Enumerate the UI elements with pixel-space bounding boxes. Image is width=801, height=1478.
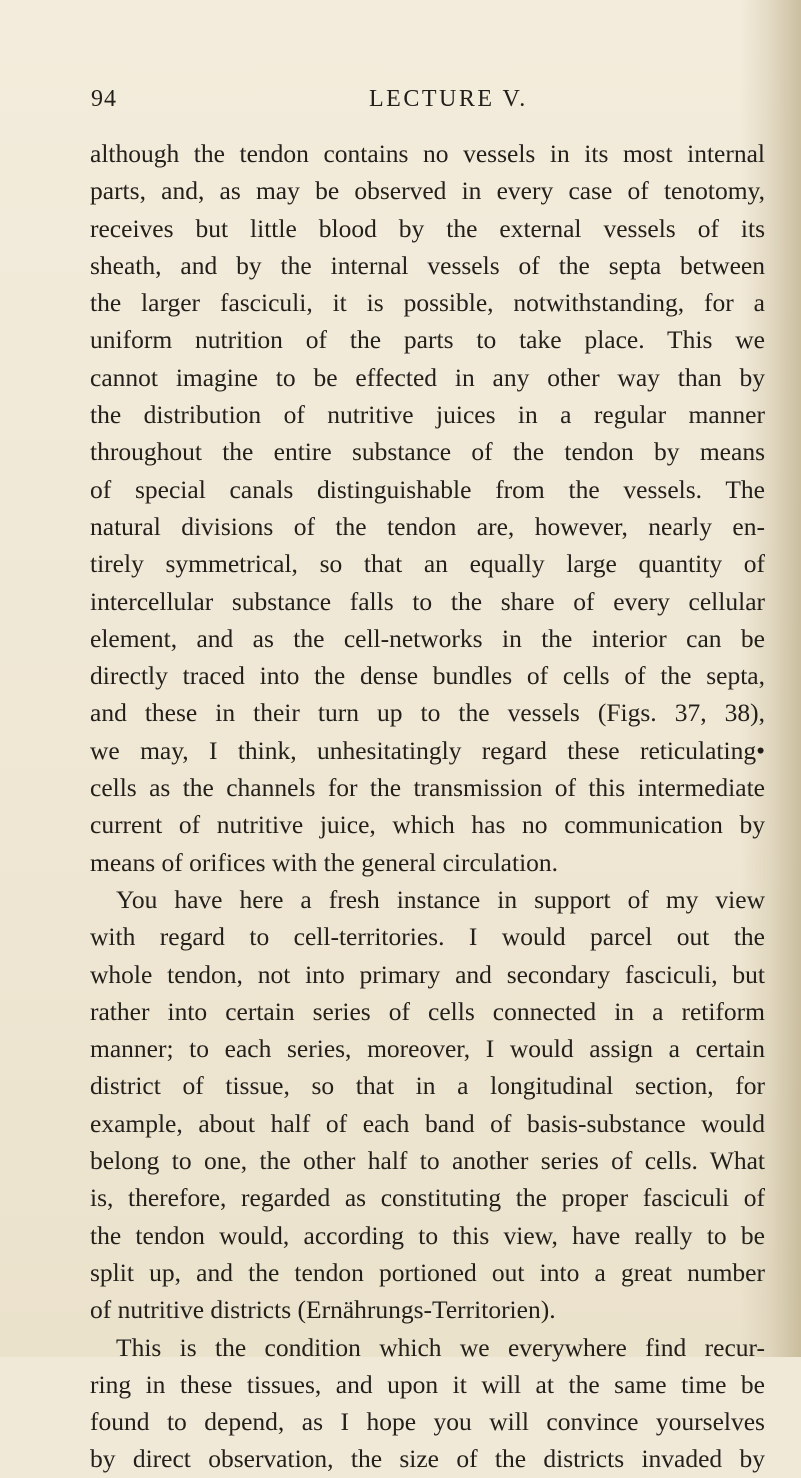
text-line: is, therefore, regarded as constituting the proper fasciculi of — [90, 1183, 765, 1213]
text-line: found to depend, as I hope you will convince yourselves — [90, 1407, 765, 1437]
running-head — [0, 86, 801, 116]
text-line: directly traced into the dense bundles of cells of the septa, — [90, 661, 765, 691]
text-line: manner; to each series, moreover, I would assign a certain — [90, 1034, 765, 1064]
text-line: by direct observation, the size of the districts invaded by — [90, 1444, 765, 1474]
text-line: although the tendon contains no vessels in its most internal — [90, 139, 765, 168]
text-line: the tendon would, according to this view, have really to be — [90, 1220, 765, 1250]
text-line: receives but little blood by the external vessels of its — [90, 213, 765, 243]
text-line: belong to one, the other half to another series of cells. What — [90, 1146, 765, 1176]
text-line: element, and as the cell-networks in the interior can be — [90, 623, 765, 653]
text-line: of special canals distinguishable from the vessels. The — [90, 474, 765, 504]
paragraph-start-line: This is the condition which we everywhere find recur- — [116, 1332, 765, 1362]
text-line: natural divisions of the tendon are, however, nearly en- — [90, 511, 765, 541]
text-line: cells as the channels for the transmission of this intermediate — [90, 773, 765, 803]
paragraph-end-line: means of orifices with the general circulation. — [90, 847, 559, 877]
text-line: sheath, and by the internal vessels of the septa between — [90, 250, 765, 280]
text-line: district of tissue, so that in a longitudinal section, for — [90, 1071, 765, 1101]
text-line: with regard to cell-territories. I would parcel out the — [90, 922, 765, 952]
text-line: ring in these tissues, and upon it will at the same time be — [90, 1369, 765, 1399]
text-line: throughout the entire substance of the tendon by means — [90, 437, 765, 467]
paragraph-end-line: of nutritive districts (Ernährungs-Territorien). — [90, 1295, 556, 1325]
running-title: LECTURE V. — [369, 86, 528, 112]
text-line: example, about half of each band of basis-substance would — [90, 1108, 765, 1138]
paragraph-start-line: You have here a fresh instance in support of my view — [116, 884, 765, 914]
text-line: we may, I think, unhesitatingly regard these reticulating• — [90, 735, 765, 765]
text-line: and these in their turn up to the vessels (Figs. 37, 38), — [90, 698, 765, 728]
text-line: whole tendon, not into primary and secondary fasciculi, but — [90, 959, 765, 989]
text-line: current of nutritive juice, which has no communication by — [90, 810, 765, 840]
page-number: 94 — [91, 86, 117, 112]
text-line: rather into certain series of cells connected in a retiform — [90, 996, 765, 1026]
text-line: uniform nutrition of the parts to take place. This we — [90, 325, 765, 355]
text-line: tirely symmetrical, so that an equally large quantity of — [90, 549, 765, 579]
text-line: split up, and the tendon portioned out into a great number — [90, 1257, 765, 1287]
text-line: the distribution of nutritive juices in a regular manner — [90, 400, 765, 430]
body-text — [90, 135, 765, 1478]
text-line: parts, and, as may be observed in every case of tenotomy, — [90, 176, 765, 206]
text-line: the larger fasciculi, it is possible, notwithstanding, for a — [90, 288, 765, 318]
text-line: intercellular substance falls to the share of every cellular — [90, 586, 765, 616]
text-line: cannot imagine to be effected in any other way than by — [90, 362, 765, 392]
